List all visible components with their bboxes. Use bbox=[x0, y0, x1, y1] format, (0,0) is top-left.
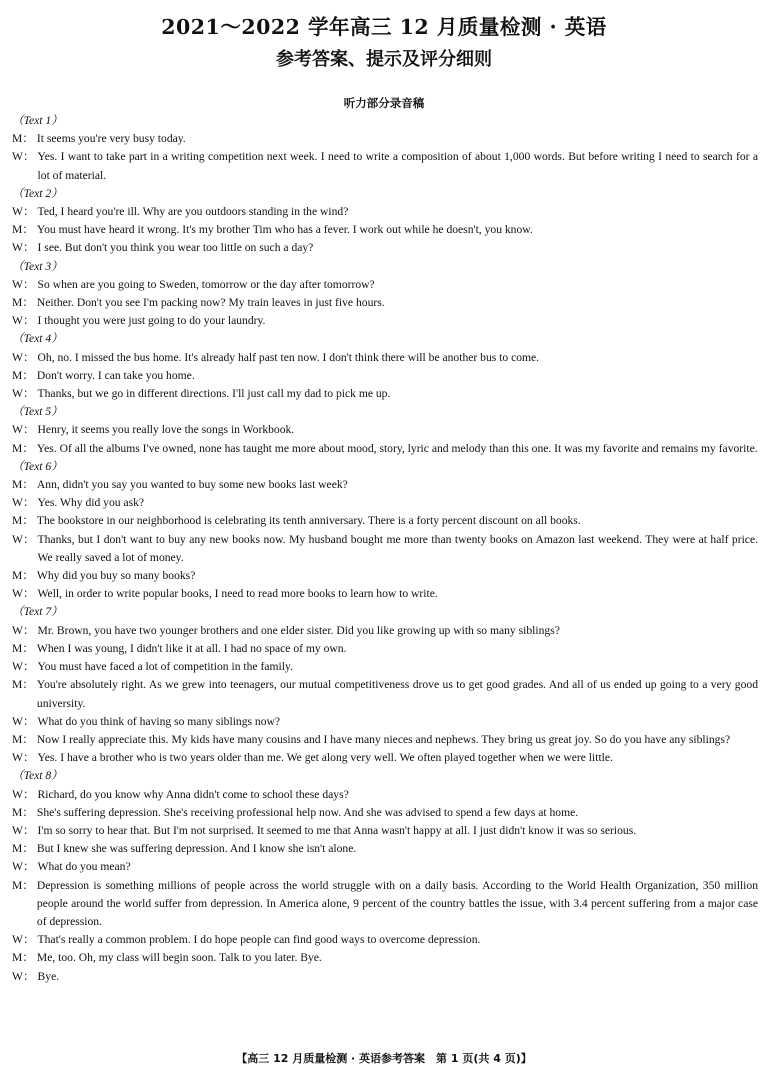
speaker-label: W： bbox=[12, 532, 35, 546]
text-label: （Text 6） bbox=[12, 459, 63, 473]
speaker-label: M： bbox=[12, 132, 34, 146]
dialogue-line bbox=[12, 822, 758, 840]
dialogue-line bbox=[12, 512, 758, 530]
speaker-label: W： bbox=[12, 587, 35, 601]
utterance-text: Thanks, but we go in different directions. I'll just call my dad to pick me up. bbox=[37, 387, 391, 401]
speaker-label: W： bbox=[12, 969, 35, 983]
page-title: 2021～2022 学年高三 12 月质量检测 · 英语 bbox=[161, 15, 607, 39]
dialogue-line bbox=[12, 294, 758, 312]
utterance-text: Well, in order to write popular books, I need to read more books to learn how to write. bbox=[37, 587, 438, 601]
dialogue-line bbox=[12, 877, 758, 932]
speaker-label: W： bbox=[12, 314, 35, 328]
text-label: （Text 2） bbox=[12, 186, 63, 200]
dialogue-line bbox=[12, 749, 758, 767]
speaker-label: M： bbox=[12, 878, 34, 892]
utterance-text: Bye. bbox=[37, 969, 60, 983]
utterance-text: Ann, didn't you say you wanted to buy some new books last week? bbox=[36, 478, 348, 492]
speaker-label: M： bbox=[12, 842, 34, 856]
utterance-text: What do you think of having so many siblings now? bbox=[37, 714, 281, 728]
speaker-label: M： bbox=[12, 641, 34, 655]
utterance-text: Why did you buy so many books? bbox=[36, 569, 196, 583]
utterance-text: Richard, do you know why Anna didn't come to school these days? bbox=[37, 787, 349, 801]
text-label: （Text 5） bbox=[12, 405, 63, 419]
dialogue-line bbox=[12, 148, 758, 184]
utterance-text: It seems you're very busy today. bbox=[36, 132, 186, 146]
dialogue-line bbox=[12, 840, 758, 858]
speaker-label: M： bbox=[12, 732, 34, 746]
utterance-text: She's suffering depression. She's receiving professional help now. And she was advised to spend a few days at home. bbox=[36, 805, 579, 819]
dialogue-line bbox=[12, 658, 758, 676]
dialogue-line bbox=[12, 494, 758, 512]
dialogue-line bbox=[12, 239, 758, 257]
speaker-label: W： bbox=[12, 387, 35, 401]
utterance-text: So when are you going to Sweden, tomorrow or the day after tomorrow? bbox=[37, 277, 375, 291]
speaker-label: W： bbox=[12, 277, 35, 291]
utterance-text: What do you mean? bbox=[37, 860, 131, 874]
text-label: （Text 7） bbox=[12, 605, 63, 619]
dialogue-line bbox=[12, 203, 758, 221]
utterance-text: Oh, no. I missed the bus home. It's already half past ten now. I don't think there will be another bus to come. bbox=[37, 350, 540, 364]
utterance-text: Ted, I heard you're ill. Why are you outdoors standing in the wind? bbox=[37, 205, 349, 219]
dialogue-line bbox=[12, 676, 758, 712]
speaker-label: W： bbox=[12, 205, 35, 219]
utterance-text: Now I really appreciate this. My kids have many cousins and I have many nieces and nephews. They bring us great joy. So do you have any siblings? bbox=[36, 732, 731, 746]
section-heading: 听力部分录音稿 bbox=[343, 96, 425, 110]
speaker-label: W： bbox=[12, 751, 35, 765]
text-label: （Text 8） bbox=[12, 769, 63, 783]
speaker-label: M： bbox=[12, 569, 34, 583]
speaker-label: W： bbox=[12, 423, 35, 437]
dialogue-line bbox=[12, 440, 758, 458]
dialogue-line bbox=[12, 804, 758, 822]
dialogue-line bbox=[12, 421, 758, 439]
speaker-label: W： bbox=[12, 623, 35, 637]
speaker-label: W： bbox=[12, 241, 35, 255]
utterance-text: Henry, it seems you really love the songs in Workbook. bbox=[37, 423, 295, 437]
utterance-text: Thanks, but I don't want to buy any new books now. My husband bought me more than twenty books on Amazon last weekend. They were at half price. We really saved a lot of money. bbox=[37, 532, 758, 564]
utterance-text: Yes. I have a brother who is two years older than me. We get along very well. We often played together when we were little. bbox=[37, 751, 613, 765]
speaker-label: W： bbox=[12, 150, 35, 164]
utterance-text: Depression is something millions of people across the world struggle with on a daily basis. According to the World Health Organization, 350 million people around the world suffer from depression. In America alone, 9 percent of the country battles the issue, with 3.4 percent suffering from a major case of depression. bbox=[36, 878, 758, 928]
speaker-label: W： bbox=[12, 933, 35, 947]
dialogue-line bbox=[12, 931, 758, 949]
speaker-label: W： bbox=[12, 660, 35, 674]
speaker-label: W： bbox=[12, 496, 35, 510]
speaker-label: M： bbox=[12, 514, 34, 528]
text-label: （Text 1） bbox=[12, 114, 63, 127]
utterance-text: Mr. Brown, you have two younger brothers and one elder sister. Did you like growing up with so many siblings? bbox=[37, 623, 560, 637]
dialogue-line bbox=[12, 968, 758, 986]
dialogue-line bbox=[12, 221, 758, 239]
speaker-label: M： bbox=[12, 805, 34, 819]
text-label: （Text 4） bbox=[12, 332, 63, 346]
utterance-text: You must have faced a lot of competition in the family. bbox=[37, 660, 293, 674]
speaker-label: W： bbox=[12, 350, 35, 364]
dialogue-line bbox=[12, 312, 758, 330]
dialogue-line bbox=[12, 731, 758, 749]
speaker-label: M： bbox=[12, 441, 34, 455]
speaker-label: W： bbox=[12, 823, 35, 837]
dialogue-line bbox=[12, 949, 758, 967]
dialogue-line bbox=[12, 276, 758, 294]
dialogue-line bbox=[12, 385, 758, 403]
speaker-label: M： bbox=[12, 678, 34, 692]
dialogue-line bbox=[12, 531, 758, 567]
dialogue-line bbox=[12, 640, 758, 658]
utterance-text: You must have heard it wrong. It's my brother Tim who has a fever. I work out while he doesn't, you know. bbox=[36, 223, 533, 237]
utterance-text: I'm so sorry to hear that. But I'm not surprised. It seemed to me that Anna wasn't happy at all. I just didn't know it was so serious. bbox=[37, 823, 637, 837]
utterance-text: That's really a common problem. I do hope people can find good ways to overcome depression. bbox=[37, 933, 481, 947]
utterance-text: The bookstore in our neighborhood is celebrating its tenth anniversary. There is a forty percent discount on all books. bbox=[36, 514, 581, 528]
speaker-label: M： bbox=[12, 223, 34, 237]
dialogue-line bbox=[12, 858, 758, 876]
dialogue-line bbox=[12, 713, 758, 731]
utterance-text: When I was young, I didn't like it at all. I had no space of my own. bbox=[36, 641, 347, 655]
speaker-label: M： bbox=[12, 478, 34, 492]
page-subtitle: 参考答案、提示及评分细则 bbox=[276, 49, 492, 70]
dialogue-line bbox=[12, 622, 758, 640]
dialogue-line bbox=[12, 585, 758, 603]
utterance-text: Yes. Of all the albums I've owned, none has taught me more about mood, story, lyric and melody than this one. It was my favorite and remains my favorite. bbox=[36, 441, 758, 455]
utterance-text: Yes. Why did you ask? bbox=[37, 496, 145, 510]
dialogue-line bbox=[12, 476, 758, 494]
dialogue-line bbox=[12, 367, 758, 385]
utterance-text: Neither. Don't you see I'm packing now? My train leaves in just five hours. bbox=[36, 296, 385, 310]
speaker-label: M： bbox=[12, 368, 34, 382]
utterance-text: Yes. I want to take part in a writing competition next week. I need to write a composition of about 1,000 words. But before writing I need to search for a lot of material. bbox=[37, 150, 758, 182]
page-footer: 【高三 12 月质量检测 · 英语参考答案 第 1 页(共 4 页)】 bbox=[236, 1052, 532, 1065]
dialogue-line bbox=[12, 130, 758, 148]
utterance-text: I see. But don't you think you wear too little on such a day? bbox=[37, 241, 314, 255]
speaker-label: W： bbox=[12, 860, 35, 874]
dialogue-line bbox=[12, 786, 758, 804]
utterance-text: I thought you were just going to do your laundry. bbox=[37, 314, 266, 328]
utterance-text: You're absolutely right. As we grew into teenagers, our mutual competitiveness drove us to get good grades. And all of us ended up going to a very good university. bbox=[36, 678, 758, 710]
utterance-text: But I knew she was suffering depression. And I know she isn't alone. bbox=[36, 842, 357, 856]
speaker-label: M： bbox=[12, 296, 34, 310]
dialogue-line bbox=[12, 349, 758, 367]
utterance-text: Don't worry. I can take you home. bbox=[36, 368, 195, 382]
speaker-label: M： bbox=[12, 951, 34, 965]
speaker-label: W： bbox=[12, 714, 35, 728]
dialogue-line bbox=[12, 567, 758, 585]
text-label: （Text 3） bbox=[12, 259, 63, 273]
speaker-label: W： bbox=[12, 787, 35, 801]
transcript-body bbox=[12, 112, 758, 986]
utterance-text: Me, too. Oh, my class will begin soon. Talk to you later. Bye. bbox=[36, 951, 322, 965]
